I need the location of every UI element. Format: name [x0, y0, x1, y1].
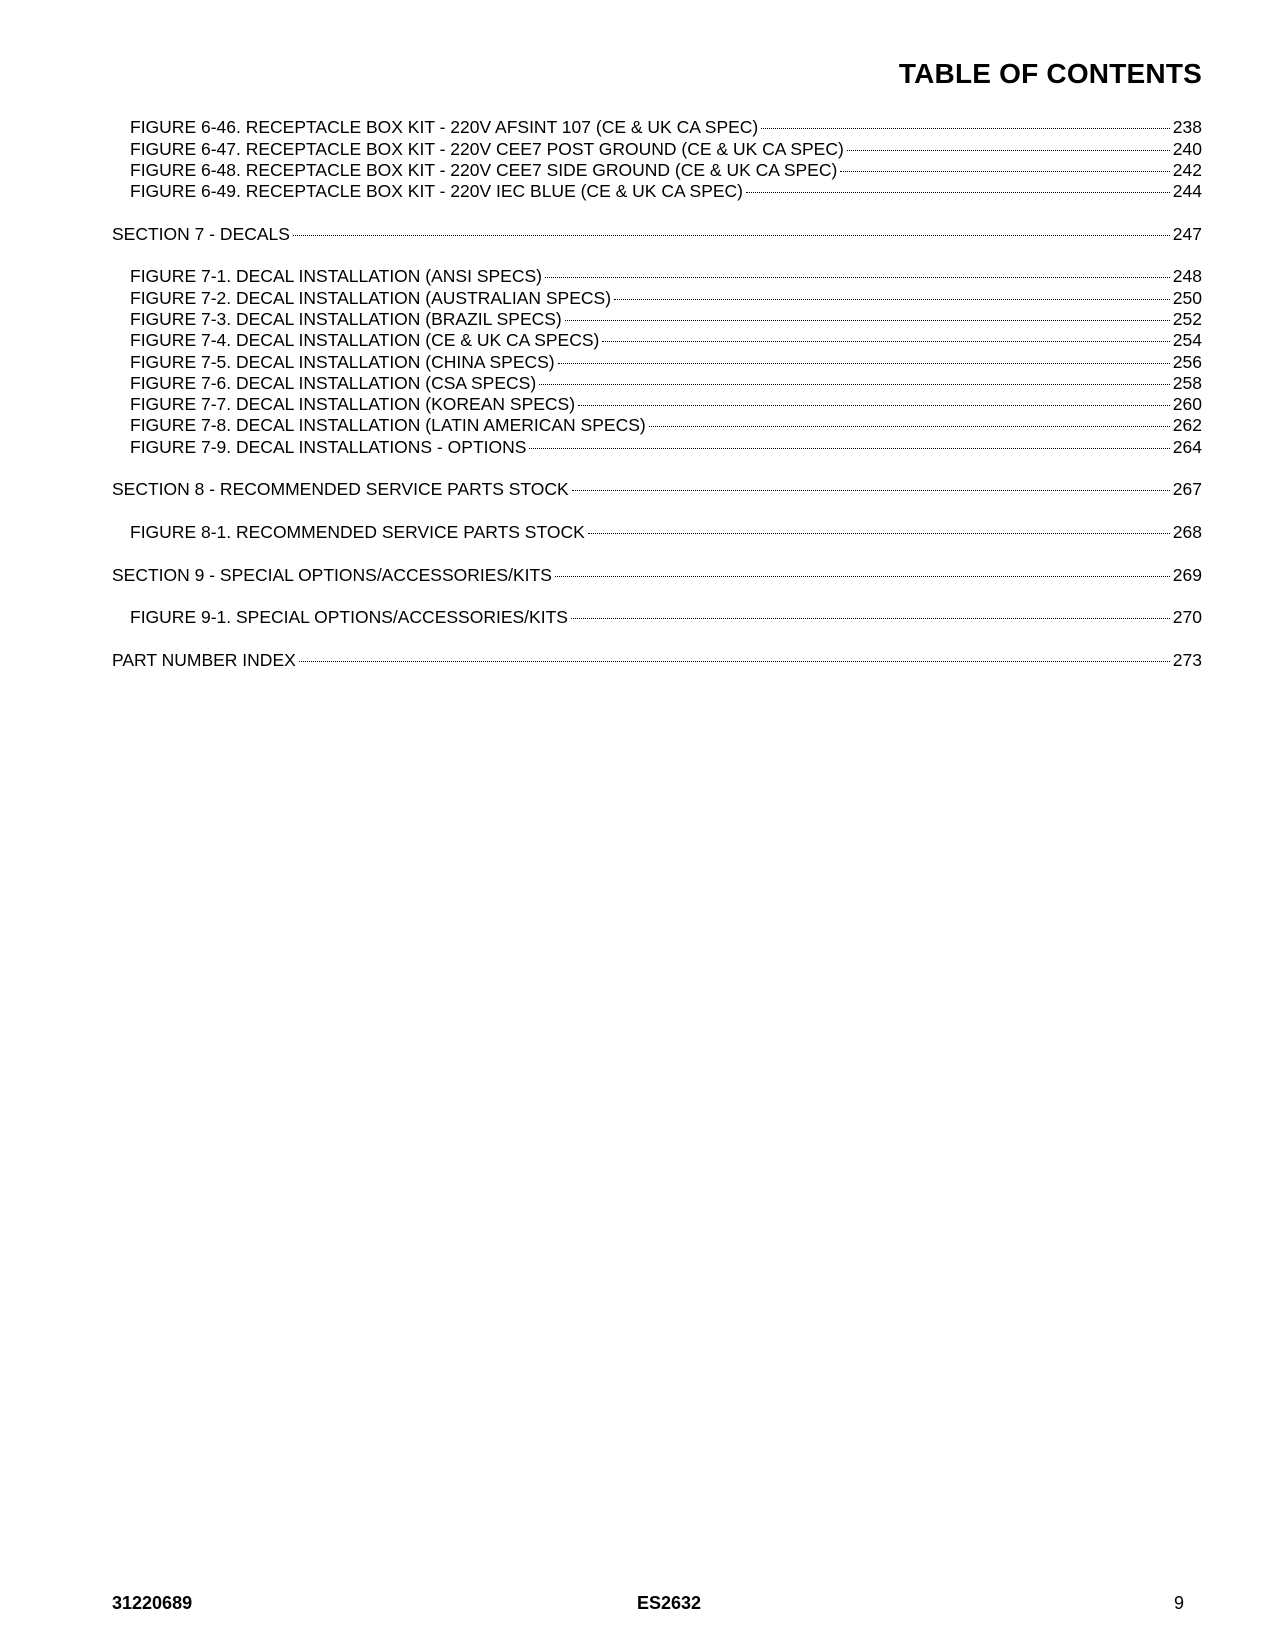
toc-entry-label: SECTION 9 - SPECIAL OPTIONS/ACCESSORIES/KITS — [112, 564, 552, 585]
footer-doc-number: 31220689 — [112, 1593, 193, 1613]
dot-leader — [588, 517, 1170, 538]
dot-leader — [529, 431, 1169, 452]
toc-entry-label: FIGURE 6-48. RECEPTACLE BOX KIT - 220V CEE7 SIDE GROUND (CE & UK CA SPEC) — [130, 159, 838, 180]
toc-entry-page: 240 — [1172, 138, 1202, 159]
toc-entry[interactable] — [112, 517, 1202, 542]
toc-entry-page: 247 — [1172, 223, 1202, 244]
toc-section-entry[interactable] — [112, 559, 1202, 585]
dot-leader — [565, 304, 1170, 325]
toc-entry-label: FIGURE 8-1. RECOMMENDED SERVICE PARTS STOCK — [130, 521, 585, 542]
toc-entry-label: FIGURE 7-8. DECAL INSTALLATION (LATIN AMERICAN SPECS) — [130, 415, 646, 436]
toc-entry-page: 270 — [1172, 607, 1202, 628]
page-title: TABLE OF CONTENTS — [898, 58, 1202, 89]
dot-leader — [558, 346, 1170, 367]
toc-entry-label: SECTION 7 - DECALS — [112, 223, 290, 244]
toc-entry-page: 264 — [1172, 436, 1202, 457]
toc-entry-page: 238 — [1172, 117, 1202, 138]
table-of-contents — [112, 112, 1202, 670]
dot-leader — [571, 602, 1170, 623]
toc-section-entry[interactable] — [112, 218, 1202, 244]
dot-leader — [840, 155, 1169, 176]
toc-entry-label: SECTION 8 - RECOMMENDED SERVICE PARTS STOCK — [112, 479, 569, 500]
toc-entry-page: 267 — [1172, 479, 1202, 500]
toc-entry-page: 252 — [1172, 308, 1202, 329]
toc-entry-page: 273 — [1172, 649, 1202, 670]
toc-entry-page: 260 — [1172, 394, 1202, 415]
dot-leader — [614, 282, 1170, 303]
dot-leader — [293, 218, 1170, 239]
dot-leader — [602, 325, 1169, 346]
toc-entry-page: 250 — [1172, 287, 1202, 308]
toc-entry[interactable] — [112, 112, 1202, 138]
dot-leader — [555, 559, 1170, 580]
toc-entry-page: 268 — [1172, 521, 1202, 542]
toc-entry-page: 248 — [1172, 266, 1202, 287]
toc-entry-label: FIGURE 7-3. DECAL INSTALLATION (BRAZIL SPECS) — [130, 308, 562, 329]
dot-leader — [545, 261, 1170, 282]
toc-entry[interactable] — [112, 602, 1202, 628]
toc-entry-page: 262 — [1172, 415, 1202, 436]
toc-entry-label: FIGURE 7-1. DECAL INSTALLATION (ANSI SPECS) — [130, 266, 542, 287]
toc-entry-label: PART NUMBER INDEX — [112, 649, 296, 670]
toc-entry-label: FIGURE 6-47. RECEPTACLE BOX KIT - 220V CEE7 POST GROUND (CE & UK CA SPEC) — [130, 138, 844, 159]
toc-entry[interactable] — [112, 261, 1202, 287]
footer-page-number: 9 — [1173, 1593, 1184, 1613]
toc-entry-page: 242 — [1172, 159, 1202, 180]
toc-entry-page: 269 — [1172, 564, 1202, 585]
toc-entry-label: FIGURE 7-7. DECAL INSTALLATION (KOREAN SPECS) — [130, 394, 576, 415]
toc-entry-page: 258 — [1172, 372, 1202, 393]
dot-leader — [299, 644, 1170, 665]
dot-leader — [847, 133, 1170, 154]
toc-entry-label: FIGURE 6-46. RECEPTACLE BOX KIT - 220V AFSINT 107 (CE & UK CA SPEC) — [130, 117, 759, 138]
dot-leader — [649, 410, 1170, 431]
toc-entry-page: 254 — [1172, 330, 1202, 351]
toc-entry-label: FIGURE 9-1. SPECIAL OPTIONS/ACCESSORIES/KITS — [130, 607, 568, 628]
dot-leader — [761, 112, 1170, 133]
toc-entry-label: FIGURE 7-2. DECAL INSTALLATION (AUSTRALIAN SPECS) — [130, 287, 612, 308]
toc-entry-label: FIGURE 7-5. DECAL INSTALLATION (CHINA SPECS) — [130, 351, 555, 372]
toc-section-entry[interactable] — [112, 644, 1202, 670]
footer-model: ES2632 — [637, 1593, 702, 1613]
dot-leader — [539, 368, 1170, 389]
toc-entry-label: FIGURE 7-9. DECAL INSTALLATIONS - OPTIONS — [130, 436, 527, 457]
dot-leader — [746, 176, 1170, 197]
dot-leader — [572, 474, 1170, 495]
toc-entry-label: FIGURE 7-6. DECAL INSTALLATION (CSA SPECS) — [130, 372, 537, 393]
toc-entry-label: FIGURE 6-49. RECEPTACLE BOX KIT - 220V IEC BLUE (CE & UK CA SPEC) — [130, 181, 744, 202]
toc-section-entry[interactable] — [112, 474, 1202, 500]
toc-entry-label: FIGURE 7-4. DECAL INSTALLATION (CE & UK CA SPECS) — [130, 330, 600, 351]
dot-leader — [578, 389, 1170, 410]
toc-entry-page: 256 — [1172, 351, 1202, 372]
toc-entry-page: 244 — [1172, 181, 1202, 202]
